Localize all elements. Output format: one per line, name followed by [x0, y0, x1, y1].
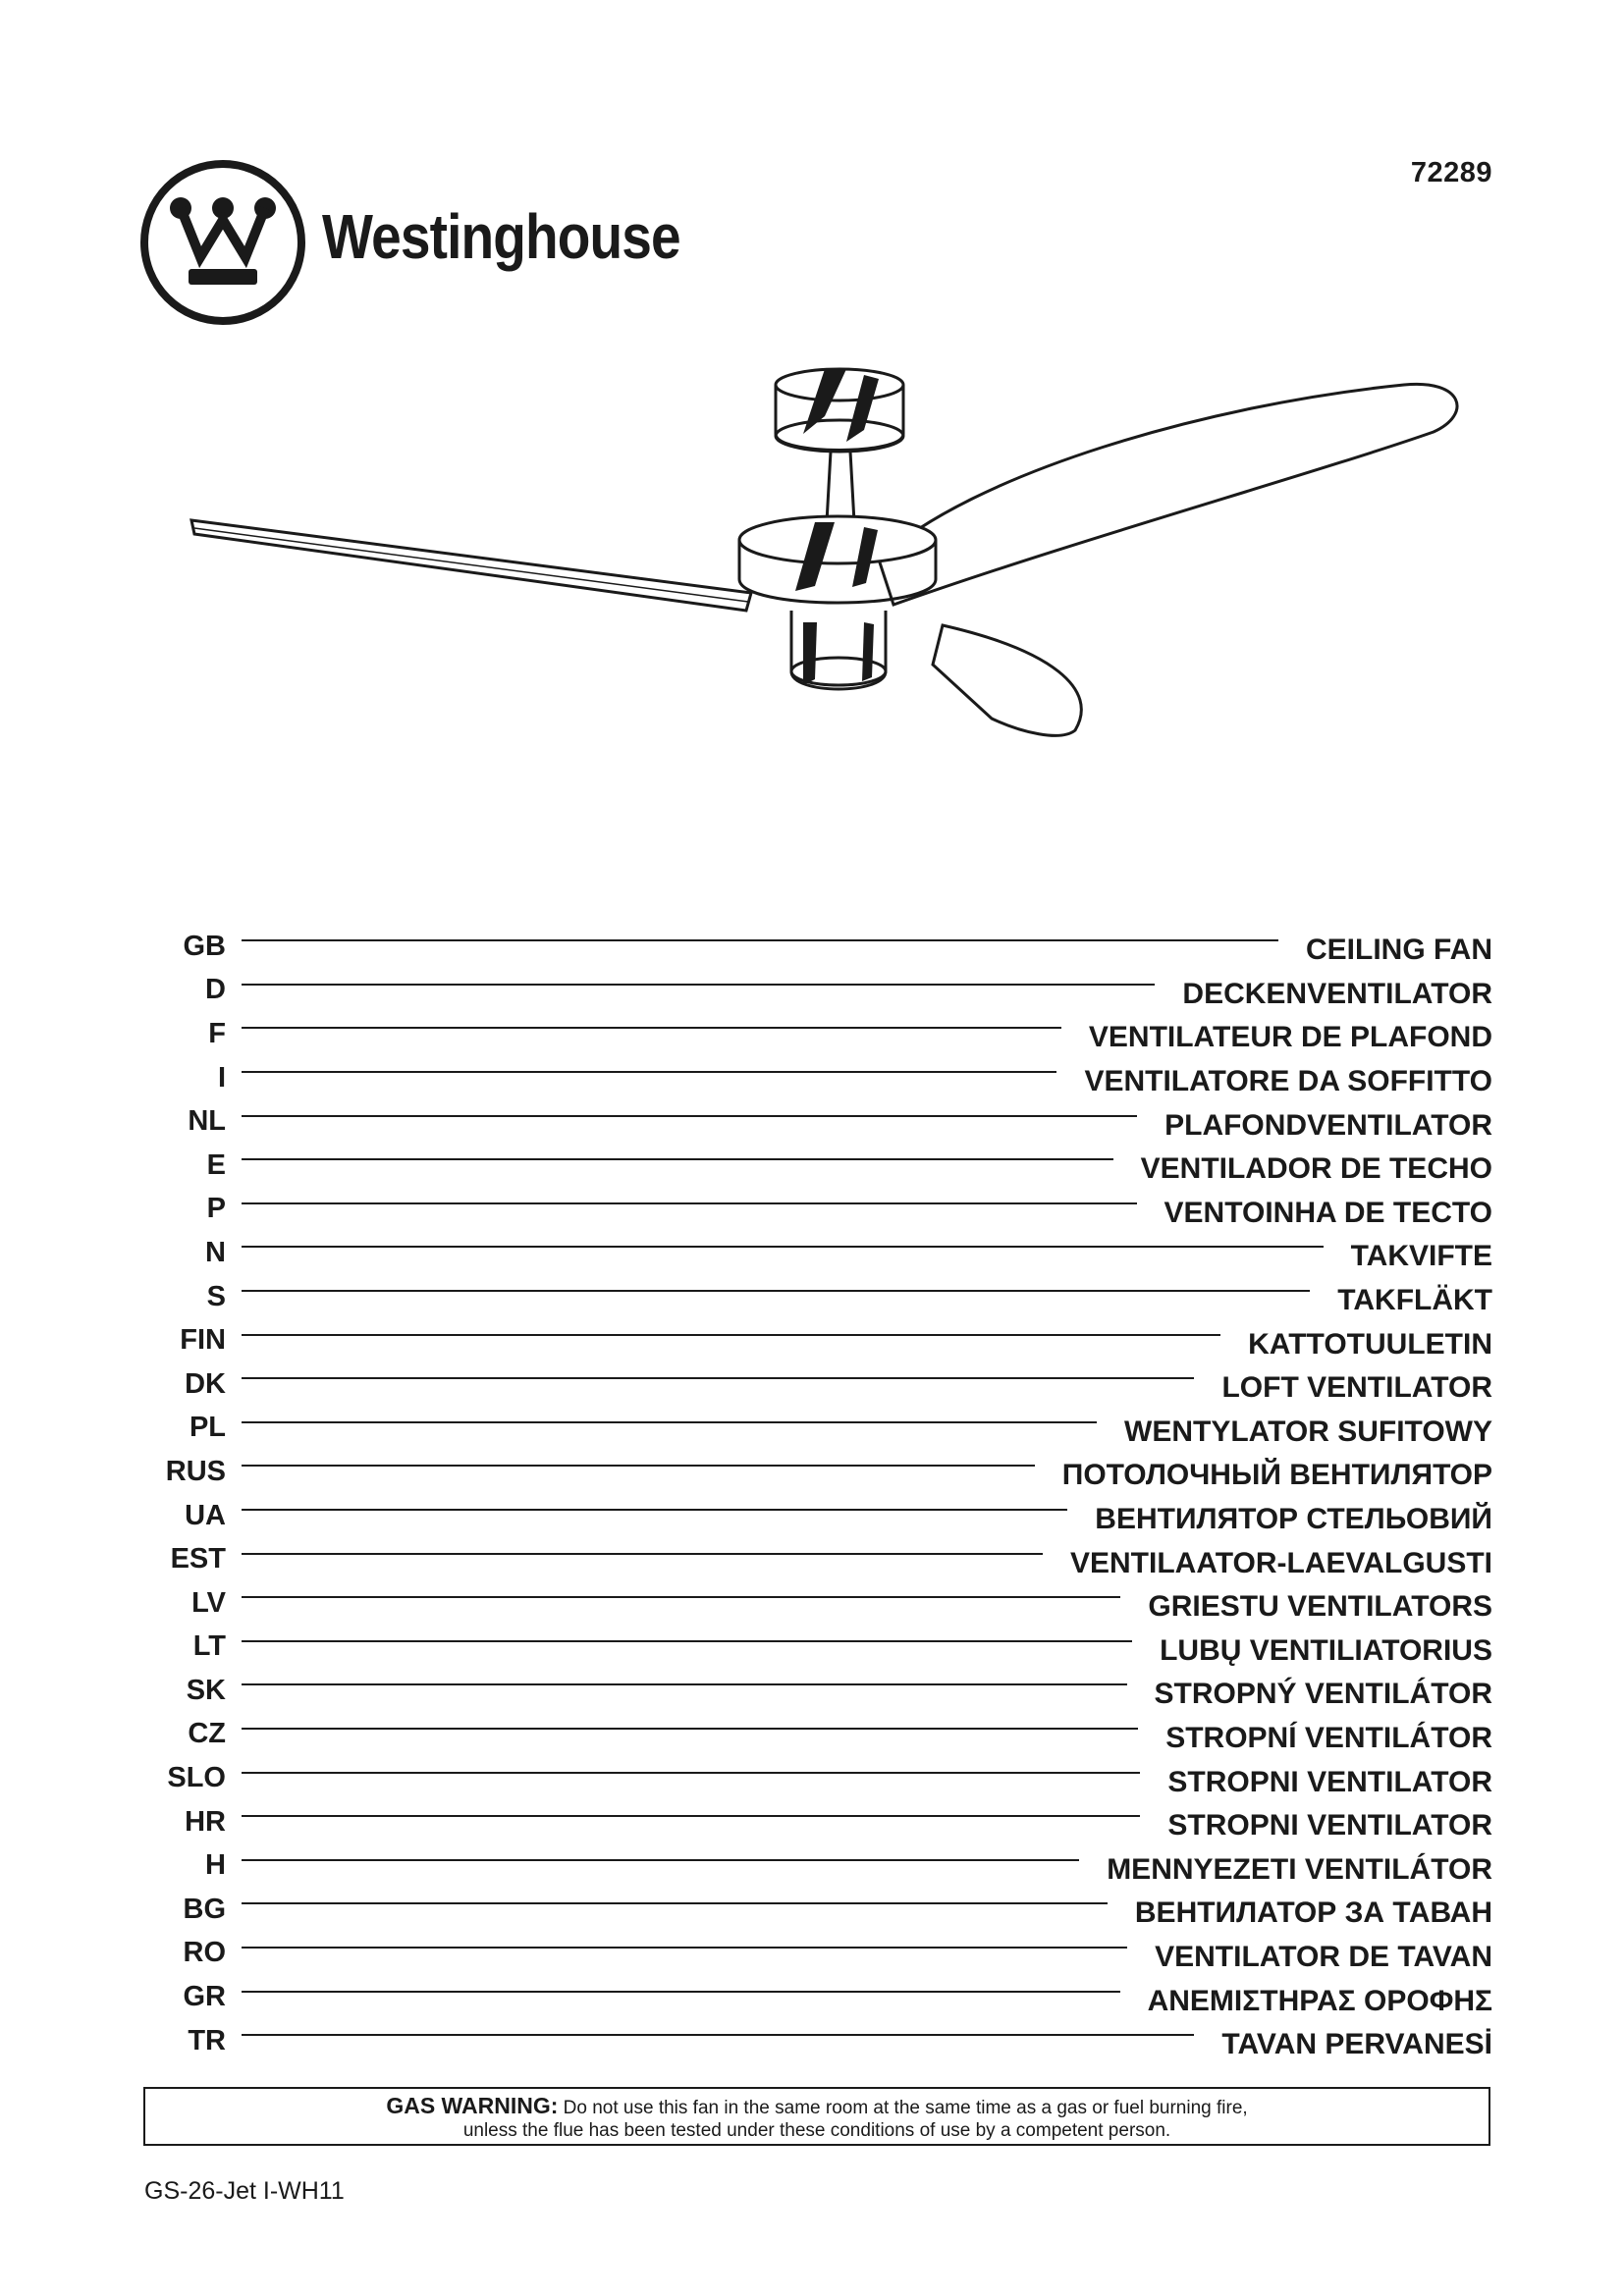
language-code: P — [206, 1193, 226, 1225]
language-code: SK — [186, 1674, 226, 1706]
language-row — [147, 1318, 1492, 1362]
product-name: PLAFONDVENTILATOR — [1164, 1108, 1492, 1142]
language-row — [147, 1669, 1492, 1713]
brand-name: Westinghouse — [322, 201, 680, 272]
language-code: S — [206, 1280, 226, 1312]
language-code: NL — [188, 1105, 226, 1138]
product-name: VENTILAATOR-LAEVALGUSTI — [1070, 1546, 1492, 1579]
product-name: VENTILATEUR DE PLAFOND — [1088, 1021, 1492, 1054]
gas-warning-label: GAS WARNING: — [386, 2093, 559, 2118]
product-name: STROPNÝ VENTILÁTOR — [1154, 1678, 1492, 1711]
leader-line — [242, 1027, 1061, 1029]
language-row — [147, 1275, 1492, 1319]
language-row — [147, 1843, 1492, 1888]
leader-line — [242, 1728, 1138, 1730]
language-list — [147, 925, 1492, 2062]
product-name: TAKVIFTE — [1350, 1240, 1492, 1273]
language-code: UA — [185, 1499, 226, 1531]
language-row — [147, 1450, 1492, 1494]
language-code: I — [217, 1061, 226, 1094]
product-name: WENTYLATOR SUFITOWY — [1124, 1415, 1492, 1448]
leader-line — [242, 1246, 1324, 1248]
language-row — [147, 1188, 1492, 1232]
language-row — [147, 1932, 1492, 1976]
ceiling-fan-illustration — [187, 365, 1473, 758]
product-name: KATTOTUULETIN — [1248, 1327, 1492, 1361]
language-row — [147, 1800, 1492, 1844]
language-code: TR — [188, 2024, 226, 2056]
language-row — [147, 1581, 1492, 1626]
product-name: VENTOINHA DE TECTO — [1164, 1196, 1492, 1229]
language-code: N — [205, 1236, 226, 1268]
language-row — [147, 969, 1492, 1013]
language-code: GB — [183, 930, 226, 962]
language-row — [147, 2019, 1492, 2063]
leader-line — [242, 2034, 1194, 2036]
language-row — [147, 1537, 1492, 1581]
product-name: CEILING FAN — [1305, 934, 1492, 967]
language-row — [147, 1012, 1492, 1056]
language-code: RO — [183, 1937, 226, 1969]
language-row — [147, 1144, 1492, 1188]
language-code: CZ — [188, 1718, 226, 1750]
language-code: HR — [185, 1805, 226, 1838]
product-name: ВЕНТИЛЯТОР СТЕЛЬОВИЙ — [1095, 1503, 1492, 1536]
leader-line — [242, 1115, 1137, 1117]
leader-line — [242, 1596, 1120, 1598]
gas-warning-box — [143, 2087, 1490, 2146]
language-code: DK — [185, 1367, 226, 1400]
language-code: BG — [183, 1893, 226, 1925]
model-number: 72289 — [1410, 157, 1492, 188]
leader-line — [242, 1421, 1097, 1423]
leader-line — [242, 1772, 1140, 1774]
language-row — [147, 1756, 1492, 1800]
language-row — [147, 1407, 1492, 1451]
language-row — [147, 1975, 1492, 2019]
language-row — [147, 925, 1492, 969]
leader-line — [242, 939, 1278, 941]
leader-line — [242, 984, 1155, 986]
product-name: VENTILATORE DA SOFFITTO — [1084, 1065, 1492, 1098]
product-name: STROPNI VENTILATOR — [1167, 1765, 1492, 1798]
product-name: ПОТОЛОЧНЫЙ ВЕНТИЛЯТОР — [1061, 1459, 1492, 1492]
gas-warning-text2: unless the flue has been tested under these conditions of use by a competent person. — [462, 2120, 1171, 2141]
product-name: STROPNI VENTILATOR — [1167, 1809, 1492, 1842]
language-row — [147, 1888, 1492, 1932]
leader-line — [242, 1071, 1056, 1073]
product-name: LUBŲ VENTILIATORIUS — [1160, 1633, 1492, 1667]
language-row — [147, 1626, 1492, 1670]
leader-line — [242, 1377, 1194, 1379]
language-code: D — [205, 974, 226, 1006]
product-name: VENTILATOR DE TAVAN — [1155, 1940, 1492, 1973]
leader-line — [242, 1465, 1035, 1467]
leader-line — [242, 1553, 1043, 1555]
leader-line — [242, 1202, 1137, 1204]
leader-line — [242, 1991, 1120, 1993]
document-code: GS-26-Jet I-WH11 — [144, 2177, 345, 2205]
westinghouse-logo-icon — [139, 159, 306, 326]
language-row — [147, 1494, 1492, 1538]
language-row — [147, 1231, 1492, 1275]
product-name: TAVAN PERVANESİ — [1221, 2028, 1492, 2061]
language-code: EST — [170, 1543, 226, 1575]
product-name: DECKENVENTILATOR — [1182, 977, 1492, 1010]
product-name: ΑΝΕΜΙΣΤΗΡΑΣ ΟΡΟΦΗΣ — [1147, 1984, 1492, 2017]
product-name: LOFT VENTILATOR — [1221, 1371, 1492, 1405]
language-code: H — [205, 1849, 226, 1882]
product-name: MENNYEZETI VENTILÁTOR — [1107, 1852, 1492, 1886]
product-name: STROPNÍ VENTILÁTOR — [1165, 1721, 1492, 1754]
language-code: E — [206, 1148, 226, 1181]
language-code: RUS — [165, 1455, 226, 1487]
language-code: F — [208, 1017, 226, 1049]
leader-line — [242, 1334, 1220, 1336]
product-name: ВЕНТИЛАТОР ЗА ТАВАН — [1134, 1896, 1492, 1930]
language-code: LT — [192, 1630, 226, 1663]
leader-line — [242, 1902, 1108, 1904]
leader-line — [242, 1158, 1113, 1160]
language-row — [147, 1362, 1492, 1407]
leader-line — [242, 1290, 1310, 1292]
language-code: FIN — [180, 1324, 226, 1357]
leader-line — [242, 1859, 1079, 1861]
language-code: LV — [191, 1586, 226, 1619]
leader-line — [242, 1640, 1132, 1642]
leader-line — [242, 1683, 1127, 1685]
language-code: SLO — [167, 1762, 226, 1794]
language-code: PL — [189, 1412, 226, 1444]
gas-warning-line1 — [145, 2093, 1489, 2119]
leader-line — [242, 1815, 1140, 1817]
language-row — [147, 1713, 1492, 1757]
product-name: VENTILADOR DE TECHO — [1140, 1152, 1492, 1186]
gas-warning-text1: Do not use this fan in the same room at the same time as a gas or fuel burning fire, — [563, 2098, 1248, 2118]
product-name: TAKFLÄKT — [1337, 1284, 1492, 1317]
product-name: GRIESTU VENTILATORS — [1148, 1590, 1492, 1624]
leader-line — [242, 1947, 1127, 1949]
language-row — [147, 1056, 1492, 1100]
language-row — [147, 1099, 1492, 1144]
leader-line — [242, 1509, 1067, 1511]
language-code: GR — [183, 1981, 226, 2013]
